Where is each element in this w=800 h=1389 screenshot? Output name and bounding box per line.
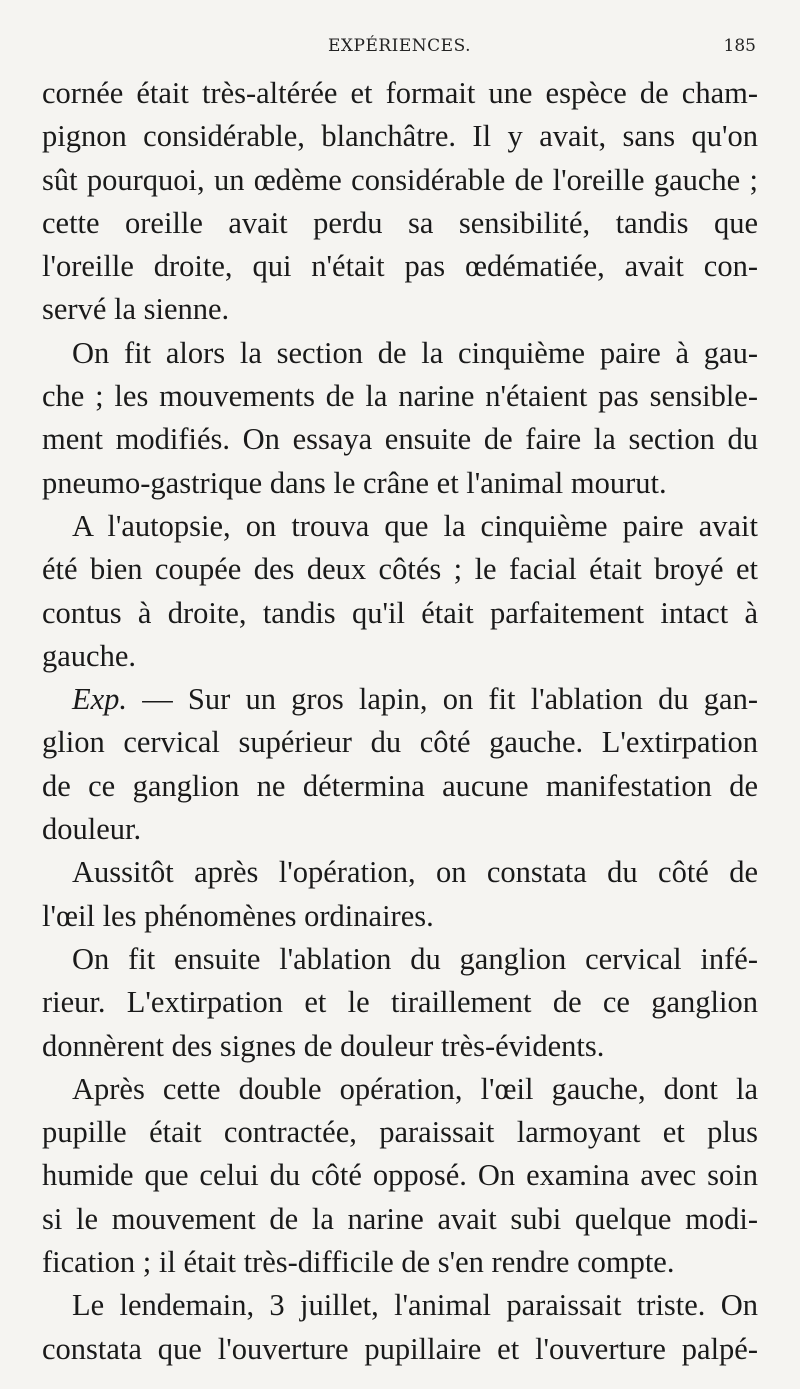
text-line: fication ; il était très-difficile de s'en rendre compte. bbox=[42, 1245, 675, 1280]
text-line: donnèrent des signes de douleur très-évidents. bbox=[42, 1028, 605, 1063]
text-line: Après cette double opération, l'œil gauche, dont la bbox=[72, 1071, 758, 1106]
text-line: Exp. — Sur un gros lapin, on fit l'ablation du gan- bbox=[72, 682, 758, 717]
text-line: constata que l'ouverture pupillaire et l'ouverture palpé- bbox=[42, 1331, 758, 1366]
page-number: 185 bbox=[723, 36, 756, 56]
text-line: douleur. bbox=[42, 812, 142, 847]
text-line: l'oreille droite, qui n'était pas œdématiée, avait con- bbox=[42, 249, 758, 284]
text-line: On fit ensuite l'ablation du ganglion cervical infé- bbox=[72, 941, 758, 976]
experiment-label: Exp. bbox=[72, 682, 128, 717]
body-text bbox=[42, 72, 758, 1371]
text-line: cette oreille avait perdu sa sensibilité, tandis que bbox=[42, 205, 758, 240]
text-line: été bien coupée des deux côtés ; le facial était broyé et bbox=[42, 552, 758, 587]
text-line: humide que celui du côté opposé. On examina avec soin bbox=[42, 1158, 758, 1193]
text-line: gauche. bbox=[42, 638, 136, 673]
text-line: pignon considérable, blanchâtre. Il y avait, sans qu'on bbox=[42, 119, 758, 154]
text-line: glion cervical supérieur du côté gauche. L'extirpation bbox=[42, 725, 758, 760]
text-line: rieur. L'extirpation et le tiraillement de ce ganglion bbox=[42, 985, 758, 1020]
text-line: si le mouvement de la narine avait subi quelque modi- bbox=[42, 1201, 758, 1236]
text-line: Le lendemain, 3 juillet, l'animal paraissait triste. On bbox=[72, 1288, 758, 1323]
text-line: Aussitôt après l'opération, on constata du côté de bbox=[72, 855, 758, 890]
text-line: A l'autopsie, on trouva que la cinquième paire avait bbox=[72, 508, 758, 543]
text-line: On fit alors la section de la cinquième paire à gau- bbox=[72, 335, 758, 370]
text-line: che ; les mouvements de la narine n'étaient pas sensible- bbox=[42, 379, 758, 414]
text-line: de ce ganglion ne détermina aucune manifestation de bbox=[42, 768, 758, 803]
text-line: sût pourquoi, un œdème considérable de l'oreille gauche ; bbox=[42, 162, 758, 197]
running-head: EXPÉRIENCES. bbox=[328, 36, 472, 56]
page-header bbox=[0, 30, 800, 66]
text-line: pneumo-gastrique dans le crâne et l'animal mourut. bbox=[42, 465, 667, 500]
text-line: l'œil les phénomènes ordinaires. bbox=[42, 898, 434, 933]
text-line: servé la sienne. bbox=[42, 292, 230, 327]
text-line: cornée était très-altérée et formait une espèce de cham- bbox=[42, 76, 758, 110]
text-line: contus à droite, tandis qu'il était parfaitement intact à bbox=[42, 595, 758, 630]
text-line: pupille était contractée, paraissait larmoyant et plus bbox=[42, 1115, 758, 1150]
text-line: ment modifiés. On essaya ensuite de faire la section du bbox=[42, 422, 758, 457]
